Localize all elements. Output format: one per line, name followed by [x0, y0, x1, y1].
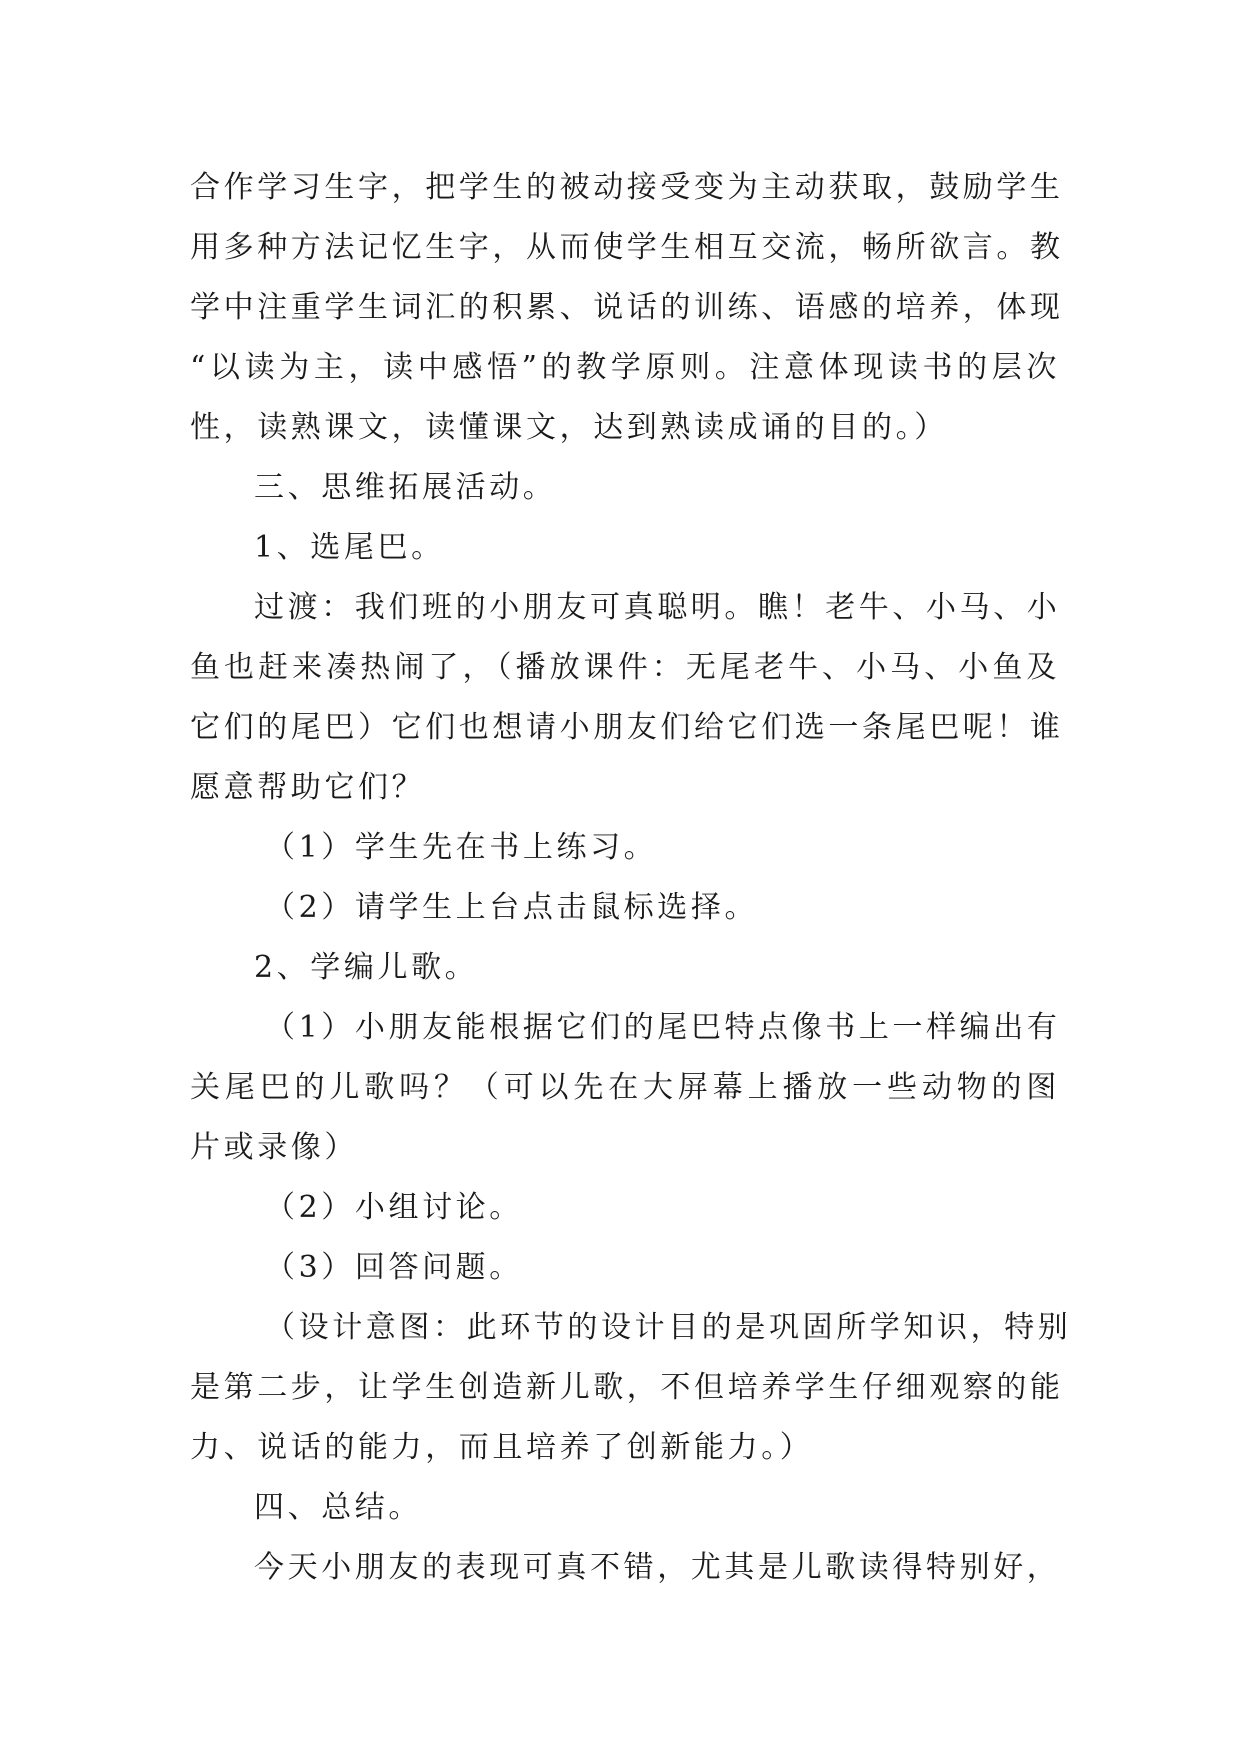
list-item: （2）请学生上台点击鼠标选择。 — [265, 890, 759, 925]
paragraph-line: 用多种方法记忆生字，从而使学生相互交流，畅所欲言。教 — [190, 230, 1064, 265]
paragraph-line: 今天小朋友的表现可真不错，尤其是儿歌读得特别好， — [254, 1550, 1061, 1585]
paragraph-line: 它们的尾巴）它们也想请小朋友们给它们选一条尾巴呢！谁 — [190, 710, 1064, 745]
subsection-heading: 2、学编儿歌。 — [254, 950, 479, 985]
paragraph-line: 愿意帮助它们？ — [190, 770, 426, 805]
list-item: （1）小朋友能根据它们的尾巴特点像书上一样编出有 — [265, 1010, 1061, 1045]
section-heading: 三、思维拓展活动。 — [254, 470, 557, 505]
paragraph-line: 过渡：我们班的小朋友可真聪明。瞧！老牛、小马、小 — [254, 590, 1061, 625]
subsection-heading: 1、选尾巴。 — [254, 530, 445, 565]
paragraph-line: 学中注重学生词汇的积累、说话的训练、语感的培养，体现 — [190, 290, 1064, 325]
paragraph-line: （设计意图：此环节的设计目的是巩固所学知识，特别 — [265, 1310, 1072, 1345]
paragraph-line: 关尾巴的儿歌吗？（可以先在大屏幕上播放一些动物的图 — [190, 1070, 1060, 1105]
list-item: （1）学生先在书上练习。 — [265, 830, 658, 865]
paragraph-line: “以读为主，读中感悟”的教学原则。注意体现读书的层次 — [190, 350, 1060, 385]
document-body — [190, 158, 1072, 1598]
section-heading: 四、总结。 — [254, 1490, 422, 1525]
list-item: （2）小组讨论。 — [265, 1190, 523, 1225]
paragraph-line: 合作学习生字，把学生的被动接受变为主动获取，鼓励学生 — [190, 170, 1064, 205]
paragraph-line: 性，读熟课文，读懂课文，达到熟读成诵的目的。） — [190, 410, 948, 445]
paragraph-line: 片或录像） — [190, 1130, 358, 1165]
paragraph-line: 力、说话的能力，而且培养了创新能力。） — [190, 1430, 814, 1465]
paragraph-line: 是第二步，让学生创造新儿歌，不但培养学生仔细观察的能 — [190, 1370, 1064, 1405]
list-item: （3）回答问题。 — [265, 1250, 523, 1285]
paragraph-line: 鱼也赶来凑热闹了，（播放课件：无尾老牛、小马、小鱼及 — [190, 650, 1060, 685]
